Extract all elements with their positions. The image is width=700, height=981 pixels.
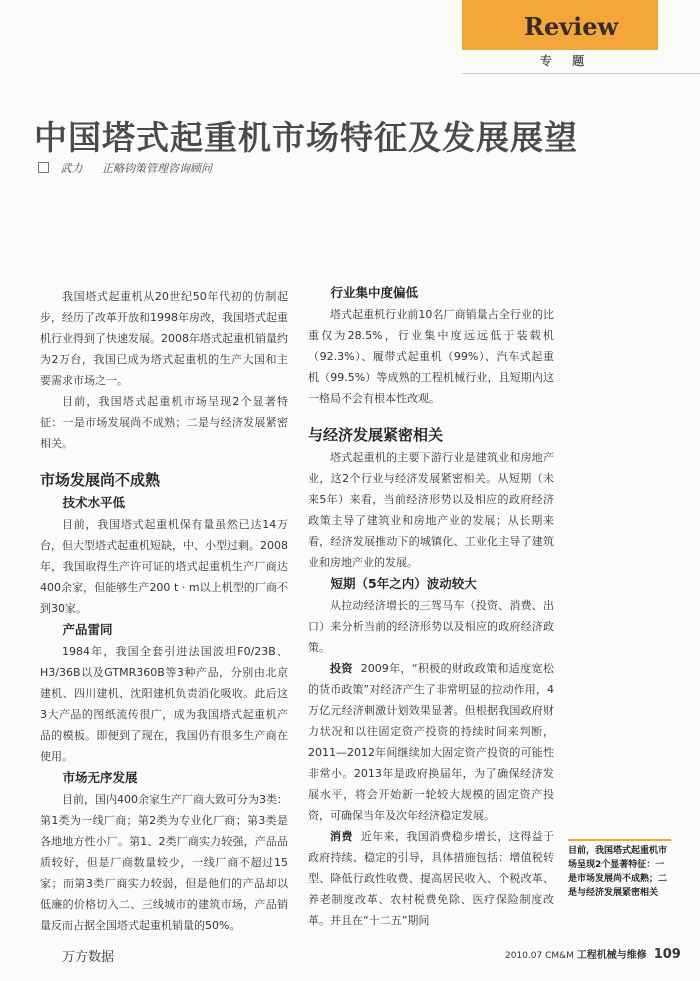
header-rule xyxy=(462,73,700,74)
issue-date: 2010.07 xyxy=(505,951,543,961)
lead-keyword: 投资 xyxy=(330,662,353,675)
right-column xyxy=(308,286,554,931)
left-column xyxy=(40,286,288,936)
paragraph-text: 近年来，我国消费稳步增长，这得益于政府持续、稳定的引导，具体措施包括：增值税转型、降低行政性收费、提高居民收入、个税改革、养老制度改革、农村税费免除、医疗保险制度改革。并且在“十二五”期间 xyxy=(308,830,555,927)
subsection-heading: 短期（5年之内）波动较大 xyxy=(330,576,477,591)
section-label: 专 题 xyxy=(540,54,593,68)
byline-box-icon xyxy=(38,162,49,173)
paragraph: 目前，我国塔式起重机保有量虽然已达14万台，但大型塔式起重机短缺，中、小型过剩。2008年，我国取得生产许可证的塔式起重机生产厂商达400余家，但能够生产200 t · m以上机型的厂商不到30家。 xyxy=(40,518,288,615)
paragraph-text: 2009年，“积极的财政政策和适度宽松的货币政策”对经济产生了非常明显的拉动作用，4万亿元经济刺激计划效果显著。但根据我国政府财力状况和以往固定资产投资的持续时间来判断，2011—2012年间继续加大固定资产投资的可能性非常小。2013年是政府换届年，为了确保经济发展水平，将会开始新一轮较大规模的固定资产投资，可确保当年及次年经济稳定发展。 xyxy=(308,662,554,822)
journal-name: 工程机械与维修 xyxy=(576,950,647,961)
paragraph xyxy=(308,658,554,826)
watermark: 万方数据 xyxy=(62,950,115,965)
subsection-heading: 产品雷同 xyxy=(62,622,113,637)
subsection-heading: 市场无序发展 xyxy=(62,770,138,785)
paragraph: 塔式起重机的主要下游行业是建筑业和房地产业，这2个行业与经济发展紧密相关。从短期（未来5年）来看，当前经济形势以及相应的政府经济政策主导了建筑业和房地产业的发展；从长期来看，经济发展推动下的城镇化、工业化主导了建筑业和房地产业的发展。 xyxy=(308,451,554,569)
page-number: 109 xyxy=(653,947,681,962)
lead-keyword: 消费 xyxy=(330,830,353,843)
paragraph: 目前，国内400余家生产厂商大致可分为3类：第1类为一线厂商；第2类为专业化厂商；第3类是各地地方性小厂。第1、2类厂商实力较强，产品品质较好，但是厂商数量较少，一线厂商不超过15家；而第3类厂商实力较弱，但是他们的产品却以低廉的价格切入二、三线城市的建筑市场，产品销量反而占据全国塔式起重机销量的50%。 xyxy=(40,793,288,932)
paragraph: 从拉动经济增长的三驾马车（投资、消费、出口）来分析当前的经济形势以及相应的政府经济政策。 xyxy=(308,599,554,654)
review-label: Review xyxy=(524,12,619,41)
byline xyxy=(38,160,212,176)
paragraph xyxy=(308,826,554,931)
paragraph: 1984年，我国全套引进法国波坦F0/23B、H3/36B以及GTMR360B等3种产品，分别由北京建机、四川建机、沈阳建机负责消化吸收。此后这3大产品的图纸流传很广，成为我国塔式起重机产品的模板。即便到了现在，我国仍有很多生产商在使用。 xyxy=(40,645,288,763)
paragraph: 目前，我国塔式起重机市场呈现2个显著特征：一是市场发展尚不成熟；二是与经济发展紧密相关。 xyxy=(40,395,288,450)
journal-abbr: CM&M xyxy=(545,951,574,961)
section-heading: 与经济发展紧密相关 xyxy=(308,426,444,444)
article-title: 中国塔式起重机市场特征及发展展望 xyxy=(34,118,578,157)
paragraph: 我国塔式起重机从20世纪50年代初的仿制起步，经历了改革开放和1998年房改，我国塔式起重机行业得到了快速发展。2008年塔式起重机销量约为2万台，我国已成为塔式起重机的生产大国和主要需求市场之一。 xyxy=(40,290,288,387)
section-heading: 市场发展尚不成熟 xyxy=(40,471,161,489)
page-footer xyxy=(505,946,681,962)
subsection-heading: 技术水平低 xyxy=(62,495,126,510)
author-affiliation: 正略钧策管理咨询顾问 xyxy=(102,162,212,175)
subsection-heading: 行业集中度偏低 xyxy=(330,285,419,300)
pull-quote: 目前，我国塔式起重机市场呈现2个显著特征：一是市场发展尚不成熟；二是与经济发展紧密相关 xyxy=(568,839,671,915)
paragraph: 塔式起重机行业前10名厂商销量占全行业的比重仅为28.5%，行业集中度远远低于装载机（92.3%）、履带式起重机（99%）、汽车式起重机（99.5%）等成熟的工程机械行业，且短期内这一格局不会有根本性改观。 xyxy=(308,308,554,405)
author-name: 武力 xyxy=(60,162,83,175)
